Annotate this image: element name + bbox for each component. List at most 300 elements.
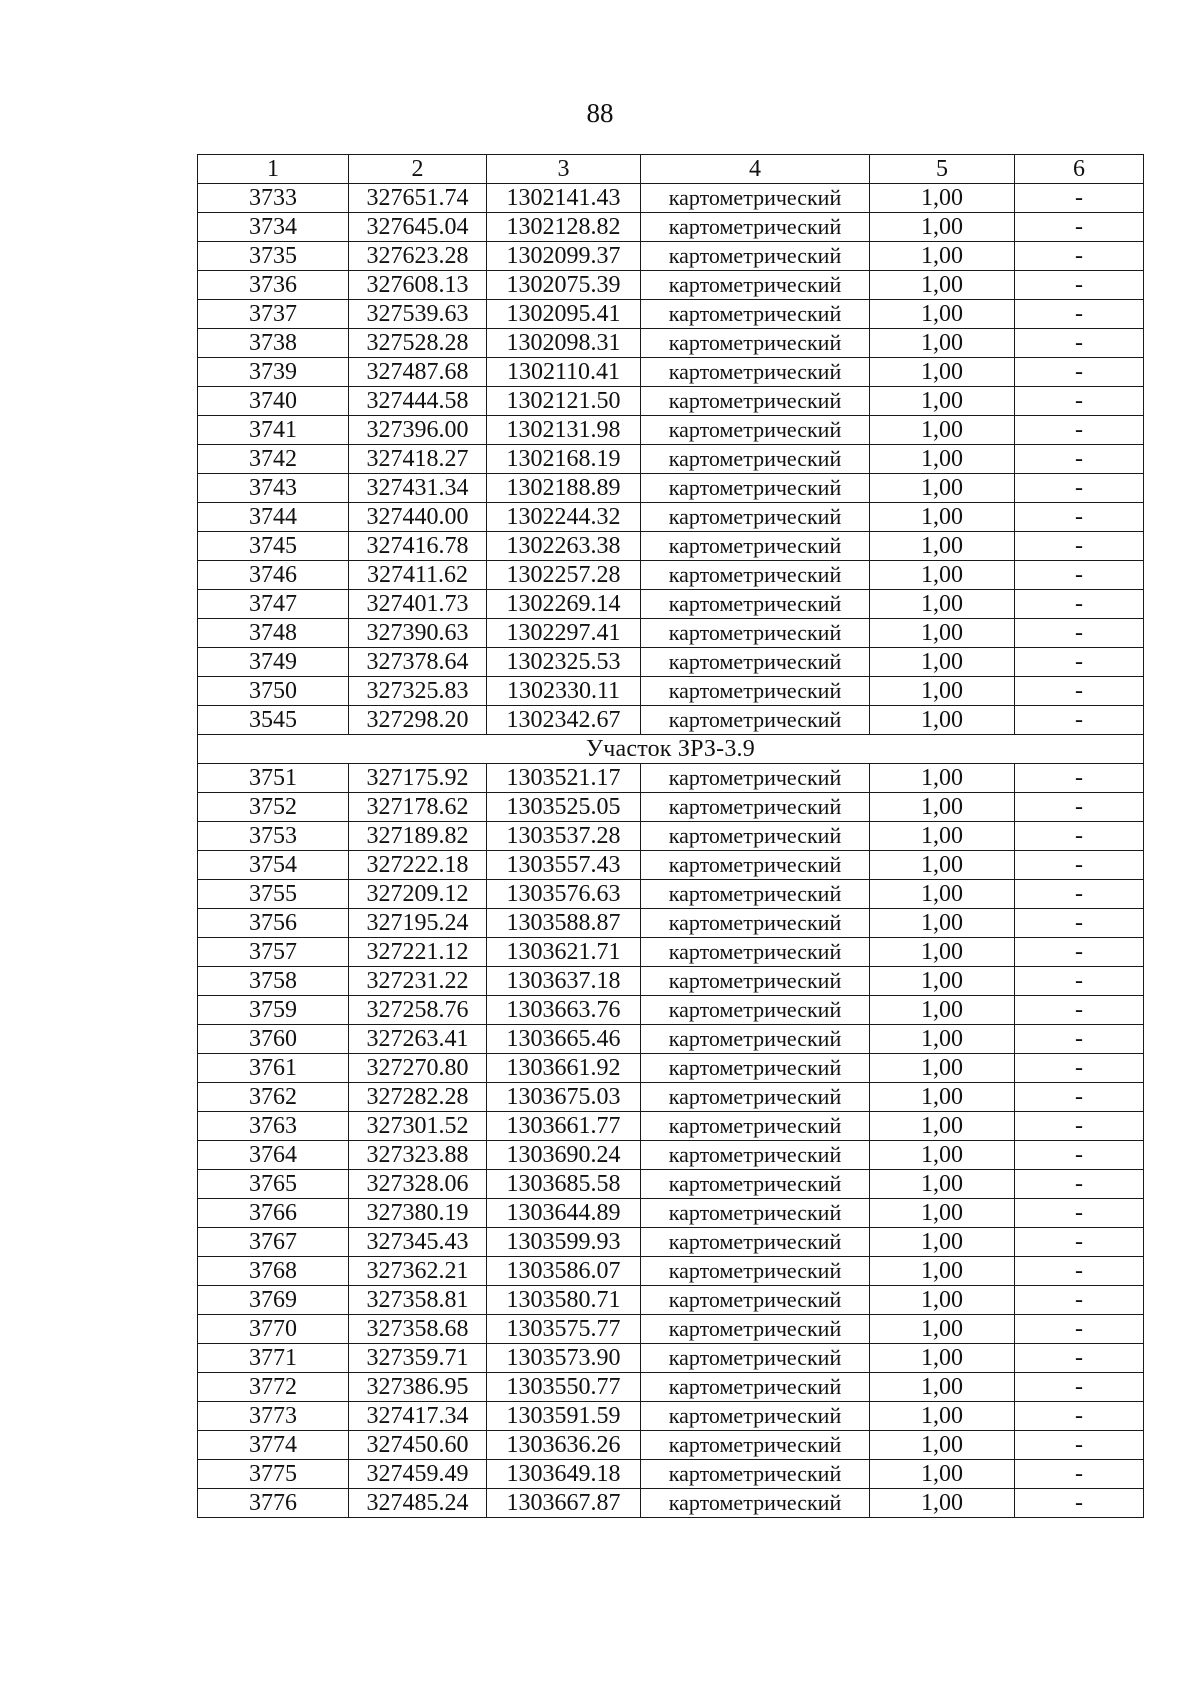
y-coordinate-cell: 1303575.77: [487, 1315, 641, 1344]
table-row: [198, 474, 1144, 503]
note-cell: -: [1015, 619, 1144, 648]
method-cell: картометрический: [641, 1170, 870, 1199]
y-coordinate-cell: 1303557.43: [487, 851, 641, 880]
table-row: [198, 1402, 1144, 1431]
x-coordinate-cell: 327231.22: [349, 967, 487, 996]
y-coordinate-cell: 1303661.77: [487, 1112, 641, 1141]
note-cell: -: [1015, 416, 1144, 445]
point-number-cell: 3754: [198, 851, 349, 880]
method-cell: картометрический: [641, 1315, 870, 1344]
x-coordinate-cell: 327608.13: [349, 271, 487, 300]
method-cell: картометрический: [641, 909, 870, 938]
method-cell: картометрический: [641, 1141, 870, 1170]
note-cell: -: [1015, 996, 1144, 1025]
table-row: [198, 793, 1144, 822]
point-number-cell: 3776: [198, 1489, 349, 1518]
accuracy-cell: 1,00: [870, 1170, 1015, 1199]
method-cell: картометрический: [641, 677, 870, 706]
x-coordinate-cell: 327175.92: [349, 764, 487, 793]
method-cell: картометрический: [641, 561, 870, 590]
y-coordinate-cell: 1303636.26: [487, 1431, 641, 1460]
section-row: [198, 735, 1144, 764]
column-header: 2: [349, 155, 487, 184]
column-header: 5: [870, 155, 1015, 184]
y-coordinate-cell: 1302121.50: [487, 387, 641, 416]
note-cell: -: [1015, 1315, 1144, 1344]
note-cell: -: [1015, 1489, 1144, 1518]
accuracy-cell: 1,00: [870, 590, 1015, 619]
method-cell: картометрический: [641, 793, 870, 822]
table-row: [198, 184, 1144, 213]
table-row: [198, 503, 1144, 532]
accuracy-cell: 1,00: [870, 1315, 1015, 1344]
method-cell: картометрический: [641, 329, 870, 358]
method-cell: картометрический: [641, 590, 870, 619]
accuracy-cell: 1,00: [870, 938, 1015, 967]
method-cell: картометрический: [641, 1112, 870, 1141]
accuracy-cell: 1,00: [870, 1083, 1015, 1112]
point-number-cell: 3734: [198, 213, 349, 242]
point-number-cell: 3761: [198, 1054, 349, 1083]
note-cell: -: [1015, 445, 1144, 474]
x-coordinate-cell: 327386.95: [349, 1373, 487, 1402]
accuracy-cell: 1,00: [870, 329, 1015, 358]
table-row: [198, 445, 1144, 474]
note-cell: -: [1015, 1257, 1144, 1286]
point-number-cell: 3736: [198, 271, 349, 300]
note-cell: -: [1015, 358, 1144, 387]
y-coordinate-cell: 1303663.76: [487, 996, 641, 1025]
y-coordinate-cell: 1303665.46: [487, 1025, 641, 1054]
point-number-cell: 3743: [198, 474, 349, 503]
y-coordinate-cell: 1303667.87: [487, 1489, 641, 1518]
accuracy-cell: 1,00: [870, 996, 1015, 1025]
y-coordinate-cell: 1303550.77: [487, 1373, 641, 1402]
column-header: 6: [1015, 155, 1144, 184]
note-cell: -: [1015, 184, 1144, 213]
point-number-cell: 3733: [198, 184, 349, 213]
accuracy-cell: 1,00: [870, 677, 1015, 706]
accuracy-cell: 1,00: [870, 474, 1015, 503]
y-coordinate-cell: 1303685.58: [487, 1170, 641, 1199]
table-header-row: [198, 155, 1144, 184]
point-number-cell: 3760: [198, 1025, 349, 1054]
method-cell: картометрический: [641, 358, 870, 387]
y-coordinate-cell: 1303537.28: [487, 822, 641, 851]
note-cell: -: [1015, 793, 1144, 822]
accuracy-cell: 1,00: [870, 1054, 1015, 1083]
point-number-cell: 3545: [198, 706, 349, 735]
accuracy-cell: 1,00: [870, 880, 1015, 909]
table-row: [198, 1431, 1144, 1460]
note-cell: -: [1015, 1112, 1144, 1141]
accuracy-cell: 1,00: [870, 358, 1015, 387]
table-row: [198, 1170, 1144, 1199]
method-cell: картометрический: [641, 1199, 870, 1228]
accuracy-cell: 1,00: [870, 1286, 1015, 1315]
accuracy-cell: 1,00: [870, 445, 1015, 474]
x-coordinate-cell: 327301.52: [349, 1112, 487, 1141]
table-row: [198, 532, 1144, 561]
method-cell: картометрический: [641, 996, 870, 1025]
point-number-cell: 3749: [198, 648, 349, 677]
table-row: [198, 967, 1144, 996]
accuracy-cell: 1,00: [870, 242, 1015, 271]
method-cell: картометрический: [641, 706, 870, 735]
y-coordinate-cell: 1303661.92: [487, 1054, 641, 1083]
column-header: 4: [641, 155, 870, 184]
point-number-cell: 3740: [198, 387, 349, 416]
accuracy-cell: 1,00: [870, 1141, 1015, 1170]
x-coordinate-cell: 327380.19: [349, 1199, 487, 1228]
table-row: [198, 1315, 1144, 1344]
point-number-cell: 3738: [198, 329, 349, 358]
y-coordinate-cell: 1302257.28: [487, 561, 641, 590]
method-cell: картометрический: [641, 445, 870, 474]
column-header: 3: [487, 155, 641, 184]
point-number-cell: 3759: [198, 996, 349, 1025]
y-coordinate-cell: 1302095.41: [487, 300, 641, 329]
accuracy-cell: 1,00: [870, 648, 1015, 677]
table-row: [198, 1228, 1144, 1257]
table-row: [198, 1141, 1144, 1170]
accuracy-cell: 1,00: [870, 967, 1015, 996]
table-row: [198, 1199, 1144, 1228]
table-row: [198, 1344, 1144, 1373]
accuracy-cell: 1,00: [870, 1344, 1015, 1373]
note-cell: -: [1015, 329, 1144, 358]
note-cell: -: [1015, 1170, 1144, 1199]
x-coordinate-cell: 327623.28: [349, 242, 487, 271]
table-row: [198, 1286, 1144, 1315]
point-number-cell: 3750: [198, 677, 349, 706]
table-row: [198, 213, 1144, 242]
table-row: [198, 677, 1144, 706]
method-cell: картометрический: [641, 416, 870, 445]
y-coordinate-cell: 1302098.31: [487, 329, 641, 358]
note-cell: -: [1015, 561, 1144, 590]
method-cell: картометрический: [641, 822, 870, 851]
y-coordinate-cell: 1302131.98: [487, 416, 641, 445]
coordinates-table: [197, 154, 1144, 1518]
x-coordinate-cell: 327178.62: [349, 793, 487, 822]
method-cell: картометрический: [641, 1228, 870, 1257]
accuracy-cell: 1,00: [870, 561, 1015, 590]
point-number-cell: 3767: [198, 1228, 349, 1257]
x-coordinate-cell: 327209.12: [349, 880, 487, 909]
x-coordinate-cell: 327450.60: [349, 1431, 487, 1460]
accuracy-cell: 1,00: [870, 387, 1015, 416]
method-cell: картометрический: [641, 648, 870, 677]
x-coordinate-cell: 327390.63: [349, 619, 487, 648]
point-number-cell: 3762: [198, 1083, 349, 1112]
method-cell: картометрический: [641, 1083, 870, 1112]
note-cell: -: [1015, 648, 1144, 677]
point-number-cell: 3757: [198, 938, 349, 967]
point-number-cell: 3742: [198, 445, 349, 474]
x-coordinate-cell: 327358.81: [349, 1286, 487, 1315]
x-coordinate-cell: 327362.21: [349, 1257, 487, 1286]
y-coordinate-cell: 1302128.82: [487, 213, 641, 242]
method-cell: картометрический: [641, 184, 870, 213]
method-cell: картометрический: [641, 242, 870, 271]
accuracy-cell: 1,00: [870, 764, 1015, 793]
table-row: [198, 706, 1144, 735]
method-cell: картометрический: [641, 764, 870, 793]
accuracy-cell: 1,00: [870, 1460, 1015, 1489]
accuracy-cell: 1,00: [870, 1257, 1015, 1286]
x-coordinate-cell: 327258.76: [349, 996, 487, 1025]
y-coordinate-cell: 1302244.32: [487, 503, 641, 532]
y-coordinate-cell: 1302297.41: [487, 619, 641, 648]
table-row: [198, 561, 1144, 590]
method-cell: картометрический: [641, 619, 870, 648]
note-cell: -: [1015, 938, 1144, 967]
point-number-cell: 3771: [198, 1344, 349, 1373]
method-cell: картометрический: [641, 1460, 870, 1489]
note-cell: -: [1015, 851, 1144, 880]
point-number-cell: 3739: [198, 358, 349, 387]
x-coordinate-cell: 327195.24: [349, 909, 487, 938]
x-coordinate-cell: 327645.04: [349, 213, 487, 242]
point-number-cell: 3745: [198, 532, 349, 561]
x-coordinate-cell: 327539.63: [349, 300, 487, 329]
y-coordinate-cell: 1302141.43: [487, 184, 641, 213]
accuracy-cell: 1,00: [870, 1402, 1015, 1431]
accuracy-cell: 1,00: [870, 503, 1015, 532]
note-cell: -: [1015, 242, 1144, 271]
accuracy-cell: 1,00: [870, 619, 1015, 648]
note-cell: -: [1015, 1460, 1144, 1489]
note-cell: -: [1015, 1431, 1144, 1460]
table-row: [198, 1489, 1144, 1518]
point-number-cell: 3748: [198, 619, 349, 648]
x-coordinate-cell: 327418.27: [349, 445, 487, 474]
method-cell: картометрический: [641, 474, 870, 503]
point-number-cell: 3747: [198, 590, 349, 619]
point-number-cell: 3756: [198, 909, 349, 938]
point-number-cell: 3755: [198, 880, 349, 909]
table-row: [198, 271, 1144, 300]
x-coordinate-cell: 327528.28: [349, 329, 487, 358]
method-cell: картометрический: [641, 1402, 870, 1431]
table-row: [198, 1373, 1144, 1402]
y-coordinate-cell: 1302188.89: [487, 474, 641, 503]
note-cell: -: [1015, 764, 1144, 793]
point-number-cell: 3775: [198, 1460, 349, 1489]
x-coordinate-cell: 327417.34: [349, 1402, 487, 1431]
x-coordinate-cell: 327358.68: [349, 1315, 487, 1344]
accuracy-cell: 1,00: [870, 793, 1015, 822]
note-cell: -: [1015, 1141, 1144, 1170]
table-row: [198, 358, 1144, 387]
note-cell: -: [1015, 909, 1144, 938]
y-coordinate-cell: 1303525.05: [487, 793, 641, 822]
table-row: [198, 1025, 1144, 1054]
accuracy-cell: 1,00: [870, 532, 1015, 561]
point-number-cell: 3753: [198, 822, 349, 851]
y-coordinate-cell: 1303621.71: [487, 938, 641, 967]
table-row: [198, 300, 1144, 329]
y-coordinate-cell: 1303599.93: [487, 1228, 641, 1257]
accuracy-cell: 1,00: [870, 1112, 1015, 1141]
method-cell: картометрический: [641, 532, 870, 561]
point-number-cell: 3758: [198, 967, 349, 996]
table-row: [198, 619, 1144, 648]
point-number-cell: 3765: [198, 1170, 349, 1199]
method-cell: картометрический: [641, 1286, 870, 1315]
point-number-cell: 3751: [198, 764, 349, 793]
y-coordinate-cell: 1303580.71: [487, 1286, 641, 1315]
accuracy-cell: 1,00: [870, 213, 1015, 242]
accuracy-cell: 1,00: [870, 300, 1015, 329]
table-row: [198, 329, 1144, 358]
y-coordinate-cell: 1302099.37: [487, 242, 641, 271]
accuracy-cell: 1,00: [870, 1373, 1015, 1402]
x-coordinate-cell: 327282.28: [349, 1083, 487, 1112]
method-cell: картометрический: [641, 1344, 870, 1373]
note-cell: -: [1015, 1228, 1144, 1257]
point-number-cell: 3772: [198, 1373, 349, 1402]
table-row: [198, 387, 1144, 416]
x-coordinate-cell: 327345.43: [349, 1228, 487, 1257]
x-coordinate-cell: 327444.58: [349, 387, 487, 416]
x-coordinate-cell: 327411.62: [349, 561, 487, 590]
x-coordinate-cell: 327431.34: [349, 474, 487, 503]
y-coordinate-cell: 1303588.87: [487, 909, 641, 938]
y-coordinate-cell: 1302342.67: [487, 706, 641, 735]
method-cell: картометрический: [641, 271, 870, 300]
table-row: [198, 1054, 1144, 1083]
table-body: [198, 184, 1144, 1518]
point-number-cell: 3766: [198, 1199, 349, 1228]
x-coordinate-cell: 327359.71: [349, 1344, 487, 1373]
note-cell: -: [1015, 1373, 1144, 1402]
x-coordinate-cell: 327189.82: [349, 822, 487, 851]
table-row: [198, 1460, 1144, 1489]
point-number-cell: 3741: [198, 416, 349, 445]
note-cell: -: [1015, 706, 1144, 735]
x-coordinate-cell: 327298.20: [349, 706, 487, 735]
point-number-cell: 3774: [198, 1431, 349, 1460]
note-cell: -: [1015, 1199, 1144, 1228]
method-cell: картометрический: [641, 851, 870, 880]
x-coordinate-cell: 327485.24: [349, 1489, 487, 1518]
table-row: [198, 880, 1144, 909]
method-cell: картометрический: [641, 1431, 870, 1460]
x-coordinate-cell: 327487.68: [349, 358, 487, 387]
accuracy-cell: 1,00: [870, 706, 1015, 735]
table-row: [198, 938, 1144, 967]
accuracy-cell: 1,00: [870, 822, 1015, 851]
accuracy-cell: 1,00: [870, 1199, 1015, 1228]
x-coordinate-cell: 327323.88: [349, 1141, 487, 1170]
y-coordinate-cell: 1303591.59: [487, 1402, 641, 1431]
y-coordinate-cell: 1302168.19: [487, 445, 641, 474]
method-cell: картометрический: [641, 1373, 870, 1402]
y-coordinate-cell: 1302075.39: [487, 271, 641, 300]
accuracy-cell: 1,00: [870, 1431, 1015, 1460]
method-cell: картометрический: [641, 503, 870, 532]
note-cell: -: [1015, 213, 1144, 242]
x-coordinate-cell: 327651.74: [349, 184, 487, 213]
note-cell: -: [1015, 1344, 1144, 1373]
accuracy-cell: 1,00: [870, 851, 1015, 880]
y-coordinate-cell: 1303573.90: [487, 1344, 641, 1373]
note-cell: -: [1015, 271, 1144, 300]
note-cell: -: [1015, 532, 1144, 561]
accuracy-cell: 1,00: [870, 909, 1015, 938]
y-coordinate-cell: 1303586.07: [487, 1257, 641, 1286]
x-coordinate-cell: 327440.00: [349, 503, 487, 532]
y-coordinate-cell: 1303576.63: [487, 880, 641, 909]
y-coordinate-cell: 1302325.53: [487, 648, 641, 677]
y-coordinate-cell: 1303521.17: [487, 764, 641, 793]
note-cell: -: [1015, 967, 1144, 996]
x-coordinate-cell: 327325.83: [349, 677, 487, 706]
note-cell: -: [1015, 880, 1144, 909]
y-coordinate-cell: 1302330.11: [487, 677, 641, 706]
x-coordinate-cell: 327270.80: [349, 1054, 487, 1083]
y-coordinate-cell: 1303637.18: [487, 967, 641, 996]
note-cell: -: [1015, 1025, 1144, 1054]
note-cell: -: [1015, 677, 1144, 706]
accuracy-cell: 1,00: [870, 416, 1015, 445]
table-row: [198, 590, 1144, 619]
x-coordinate-cell: 327222.18: [349, 851, 487, 880]
x-coordinate-cell: 327378.64: [349, 648, 487, 677]
accuracy-cell: 1,00: [870, 1228, 1015, 1257]
y-coordinate-cell: 1303675.03: [487, 1083, 641, 1112]
x-coordinate-cell: 327221.12: [349, 938, 487, 967]
note-cell: -: [1015, 1402, 1144, 1431]
table-row: [198, 648, 1144, 677]
point-number-cell: 3764: [198, 1141, 349, 1170]
x-coordinate-cell: 327328.06: [349, 1170, 487, 1199]
y-coordinate-cell: 1302263.38: [487, 532, 641, 561]
method-cell: картометрический: [641, 880, 870, 909]
y-coordinate-cell: 1303644.89: [487, 1199, 641, 1228]
y-coordinate-cell: 1303690.24: [487, 1141, 641, 1170]
x-coordinate-cell: 327401.73: [349, 590, 487, 619]
section-title: Участок ЗРЗ-3.9: [198, 735, 1144, 764]
method-cell: картометрический: [641, 300, 870, 329]
point-number-cell: 3746: [198, 561, 349, 590]
note-cell: -: [1015, 387, 1144, 416]
table-row: [198, 1112, 1144, 1141]
column-header: 1: [198, 155, 349, 184]
point-number-cell: 3770: [198, 1315, 349, 1344]
y-coordinate-cell: 1303649.18: [487, 1460, 641, 1489]
point-number-cell: 3735: [198, 242, 349, 271]
x-coordinate-cell: 327396.00: [349, 416, 487, 445]
note-cell: -: [1015, 1083, 1144, 1112]
method-cell: картометрический: [641, 387, 870, 416]
table-row: [198, 822, 1144, 851]
method-cell: картометрический: [641, 1025, 870, 1054]
y-coordinate-cell: 1302110.41: [487, 358, 641, 387]
table-row: [198, 242, 1144, 271]
table-row: [198, 1257, 1144, 1286]
method-cell: картометрический: [641, 213, 870, 242]
note-cell: -: [1015, 300, 1144, 329]
point-number-cell: 3768: [198, 1257, 349, 1286]
note-cell: -: [1015, 503, 1144, 532]
page-number: 88: [586, 98, 614, 128]
note-cell: -: [1015, 822, 1144, 851]
method-cell: картометрический: [641, 1054, 870, 1083]
y-coordinate-cell: 1302269.14: [487, 590, 641, 619]
